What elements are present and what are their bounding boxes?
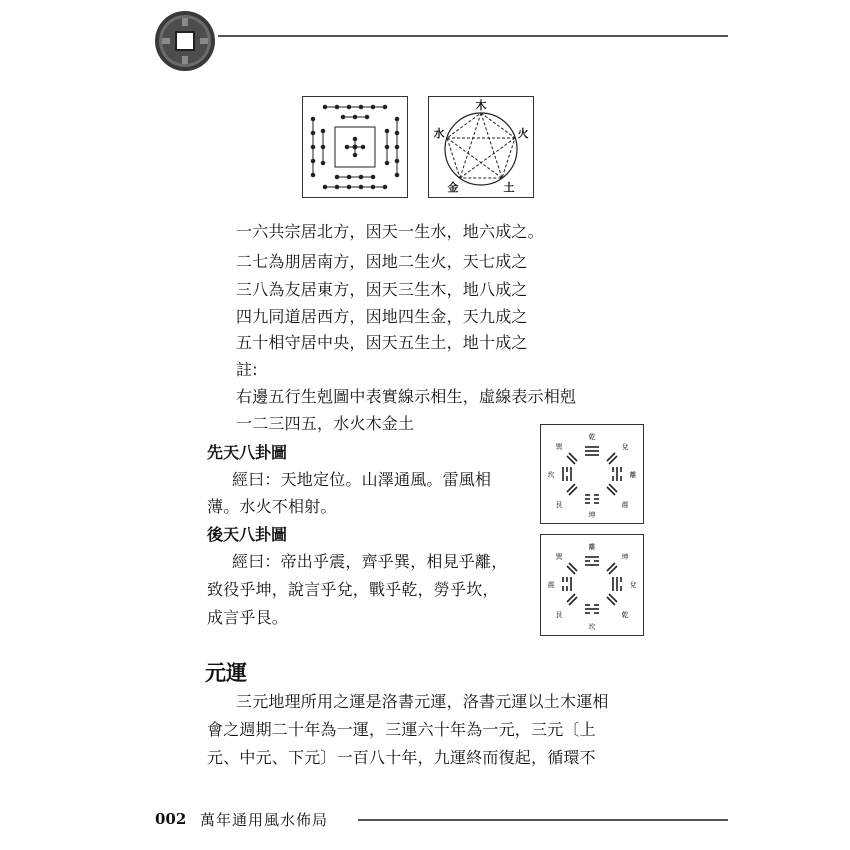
wuxing-wood: 木 [475, 99, 487, 112]
yuanyun-line: 會之週期二十年為一運，三運六十年為一元，三元〔上 [207, 720, 596, 739]
header-rule [218, 35, 728, 37]
hetu-line: 一六共宗居北方，因天一生水，地六成之。 [236, 222, 544, 241]
houtian-trigram-label: 乾 [621, 611, 629, 619]
note-line: 一二三四五，水火木金土 [236, 414, 415, 433]
xiantian-trigram-label: 坎 [547, 471, 555, 479]
xiantian-trigram-label: 巽 [555, 443, 563, 451]
hetu-diagram [302, 96, 408, 198]
houtian-trigram-label: 巽 [555, 553, 563, 561]
hetu-line: 四九同道居西方，因地四生金，天九成之 [236, 307, 528, 326]
xiantian-heading: 先天八卦圖 [207, 443, 288, 462]
xiantian-trigram-label: 震 [621, 501, 629, 509]
houtian-trigram-label: 艮 [555, 611, 563, 619]
wuxing-metal: 金 [447, 181, 459, 194]
yuanyun-line: 三元地理所用之運是洛書元運，洛書元運以土木運相 [236, 692, 609, 711]
yuanyun-line: 元、中元、下元〕一百八十年，九運終而復起，循環不 [207, 748, 596, 767]
houtian-trigram-label: 離 [588, 543, 596, 551]
hetu-line: 五十相守居中央，因天五生土，地十成之 [236, 333, 528, 352]
xiantian-line: 經曰：天地定位。山澤通風。雷風相 [232, 470, 492, 489]
xiantian-line: 薄。水火不相射。 [207, 497, 337, 516]
xiantian-trigram-label: 離 [629, 471, 637, 479]
houtian-line: 經曰：帝出乎震，齊乎巽，相見乎離， [232, 552, 508, 571]
houtian-heading: 後天八卦圖 [207, 525, 288, 544]
xiantian-bagua-diagram [540, 424, 644, 524]
page-number: 002 [155, 810, 187, 828]
wuxing-earth: 土 [503, 181, 515, 194]
hetu-line: 三八為友居東方，因天三生木，地八成之 [236, 280, 528, 299]
houtian-trigram-label: 坤 [621, 553, 629, 561]
xiantian-trigram-label: 坤 [588, 511, 596, 519]
houtian-bagua-diagram [540, 534, 644, 636]
note-label: 註: [236, 360, 258, 379]
houtian-trigram-label: 坎 [588, 623, 596, 631]
houtian-line: 致役乎坤，說言乎兌，戰乎乾，勞乎坎， [207, 580, 499, 599]
houtian-line: 成言乎艮。 [207, 608, 289, 627]
hetu-line: 二七為朋居南方，因地二生火，天七成之 [236, 252, 528, 271]
book-title: 萬年通用風水佈局 [200, 811, 329, 829]
xiantian-trigram-label: 乾 [588, 433, 596, 441]
houtian-trigram-label: 震 [547, 581, 555, 589]
xiantian-trigram-label: 兌 [621, 443, 629, 451]
coin-icon [154, 10, 216, 72]
wuxing-diagram [428, 96, 534, 198]
houtian-trigram-label: 兌 [629, 581, 637, 589]
xiantian-trigram-label: 艮 [555, 501, 563, 509]
wuxing-fire: 火 [517, 127, 529, 140]
wuxing-water: 水 [433, 127, 445, 140]
yuanyun-title: 元運 [205, 661, 247, 685]
footer-rule [358, 819, 728, 821]
note-line: 右邊五行生剋圖中表實線示相生，虛線表示相剋 [236, 387, 577, 406]
